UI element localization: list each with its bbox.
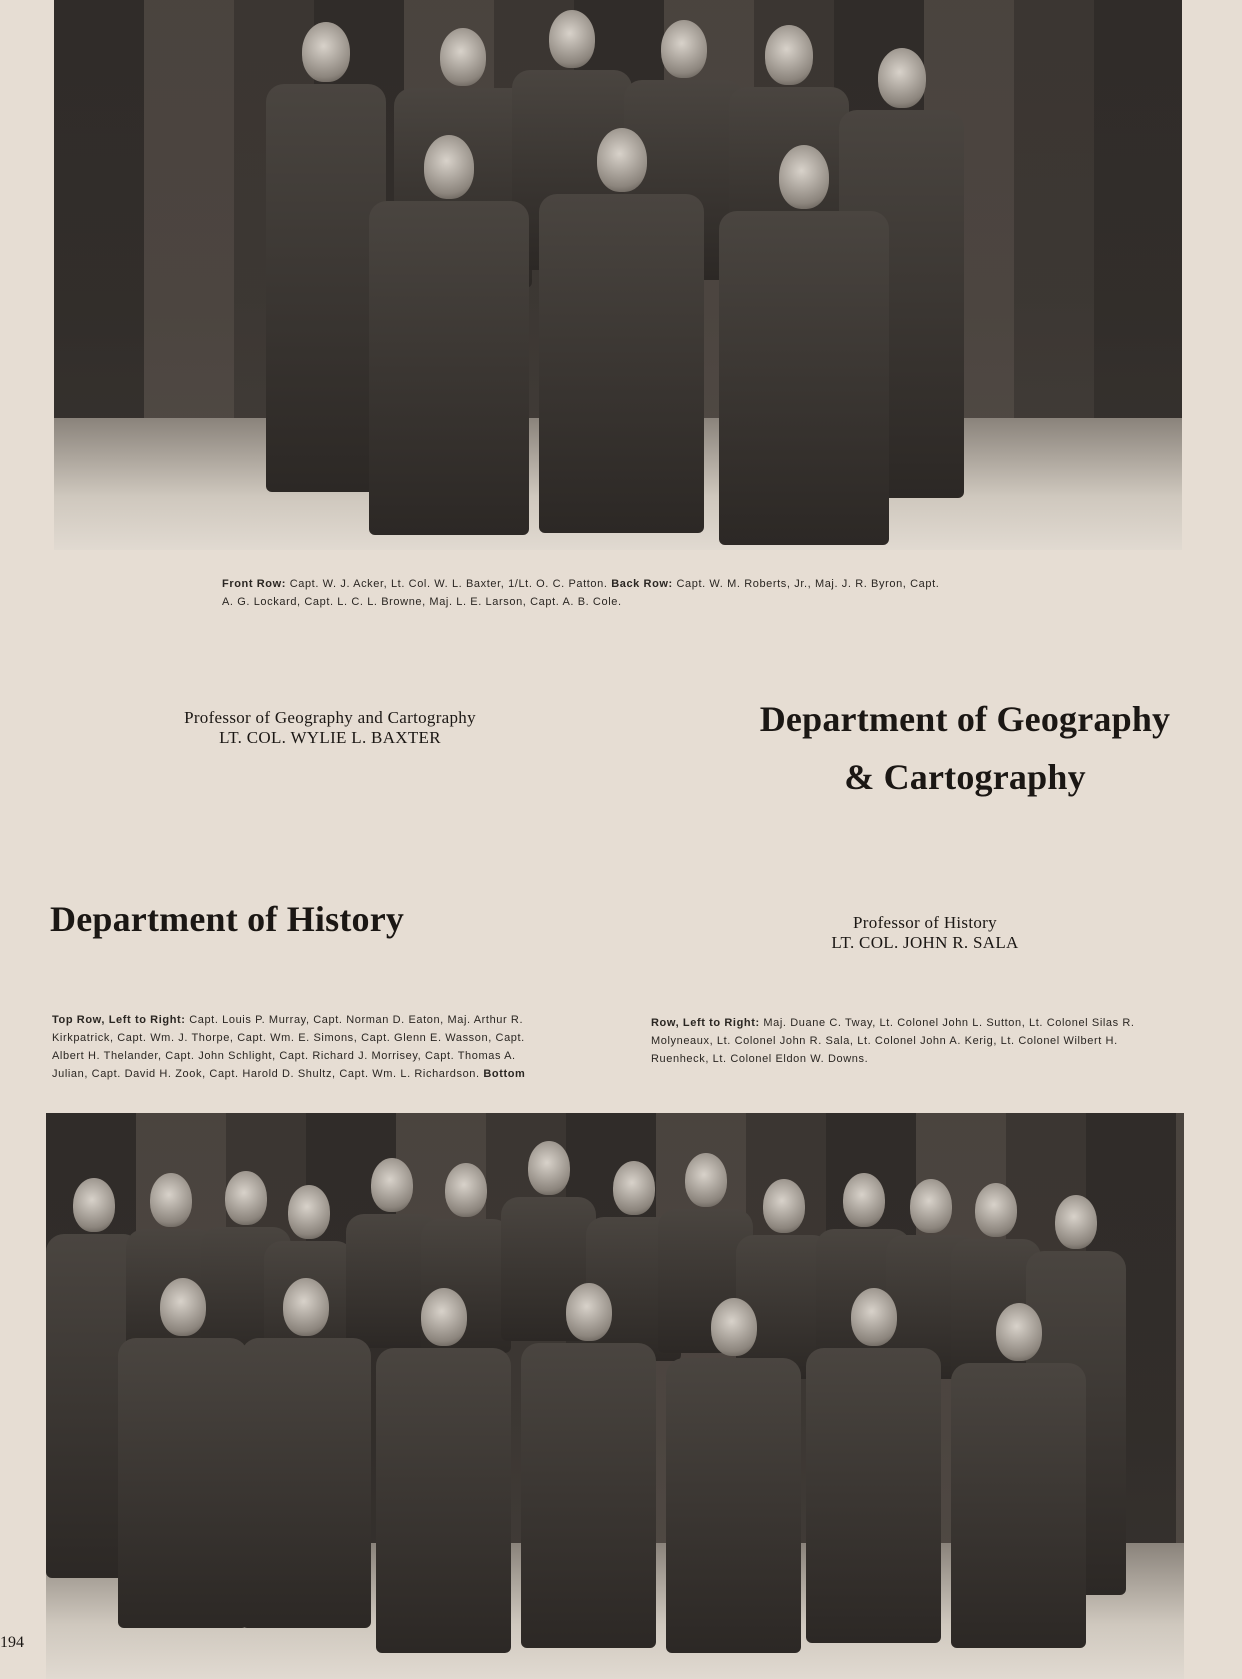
history-caption-left — [52, 1011, 592, 1083]
history-caption-left-line-4: Julian, Capt. David H. Zook, Capt. Harold D. Shultz, Capt. Wm. L. Richardson. — [52, 1068, 480, 1080]
page-number: 194 — [0, 1634, 24, 1651]
history-professor-title: Professor of History — [853, 913, 997, 932]
geography-heading-line-1: Department of Geography — [759, 699, 1171, 739]
caption-front-label: Front Row: — [222, 578, 287, 590]
caption-front-text: Capt. W. J. Acker, Lt. Col. W. L. Baxter, 1/Lt. O. C. Patton. — [289, 578, 608, 590]
geography-photo-caption — [222, 575, 1022, 611]
history-caption-left-trailing: Bottom — [483, 1068, 526, 1080]
history-department-heading: Department of History — [50, 899, 405, 939]
history-caption-right — [651, 1014, 1191, 1068]
history-department-photo — [46, 1113, 1184, 1679]
history-caption-right-line-1: Maj. Duane C. Tway, Lt. Colonel John L. Sutton, Lt. Colonel Silas R. — [763, 1017, 1135, 1029]
history-caption-right-line-3: Ruenheck, Lt. Colonel Eldon W. Downs. — [651, 1053, 869, 1065]
history-caption-left-label: Top Row, Left to Right: — [52, 1014, 186, 1026]
caption-back-text: Capt. W. M. Roberts, Jr., Maj. J. R. Byron, Capt. — [676, 578, 940, 590]
geography-department-heading — [735, 690, 1195, 806]
history-professor-name: LT. COL. JOHN R. SALA — [831, 933, 1019, 952]
history-caption-right-line-2: Molyneaux, Lt. Colonel John R. Sala, Lt. Colonel John A. Kerig, Lt. Colonel Wilbert H. — [651, 1035, 1118, 1047]
geography-department-photo — [54, 0, 1182, 550]
history-caption-left-line-1: Capt. Louis P. Murray, Capt. Norman D. Eaton, Maj. Arthur R. — [189, 1014, 524, 1026]
geography-heading-line-2: & Cartography — [844, 757, 1086, 797]
history-caption-left-line-2: Kirkpatrick, Capt. Wm. J. Thorpe, Capt. Wm. E. Simons, Capt. Glenn E. Wasson, Capt. — [52, 1032, 525, 1044]
caption-back-label: Back Row: — [611, 578, 673, 590]
history-caption-right-label: Row, Left to Right: — [651, 1017, 760, 1029]
history-caption-left-line-3: Albert H. Thelander, Capt. John Schlight, Capt. Richard J. Morrisey, Capt. Thomas A. — [52, 1050, 516, 1062]
geography-professor — [120, 708, 540, 748]
geography-professor-title: Professor of Geography and Cartography — [184, 708, 476, 727]
caption-line-2: A. G. Lockard, Capt. L. C. L. Browne, Maj. L. E. Larson, Capt. A. B. Cole. — [222, 596, 622, 608]
geography-professor-name: LT. COL. WYLIE L. BAXTER — [219, 728, 441, 747]
history-professor — [760, 913, 1090, 953]
